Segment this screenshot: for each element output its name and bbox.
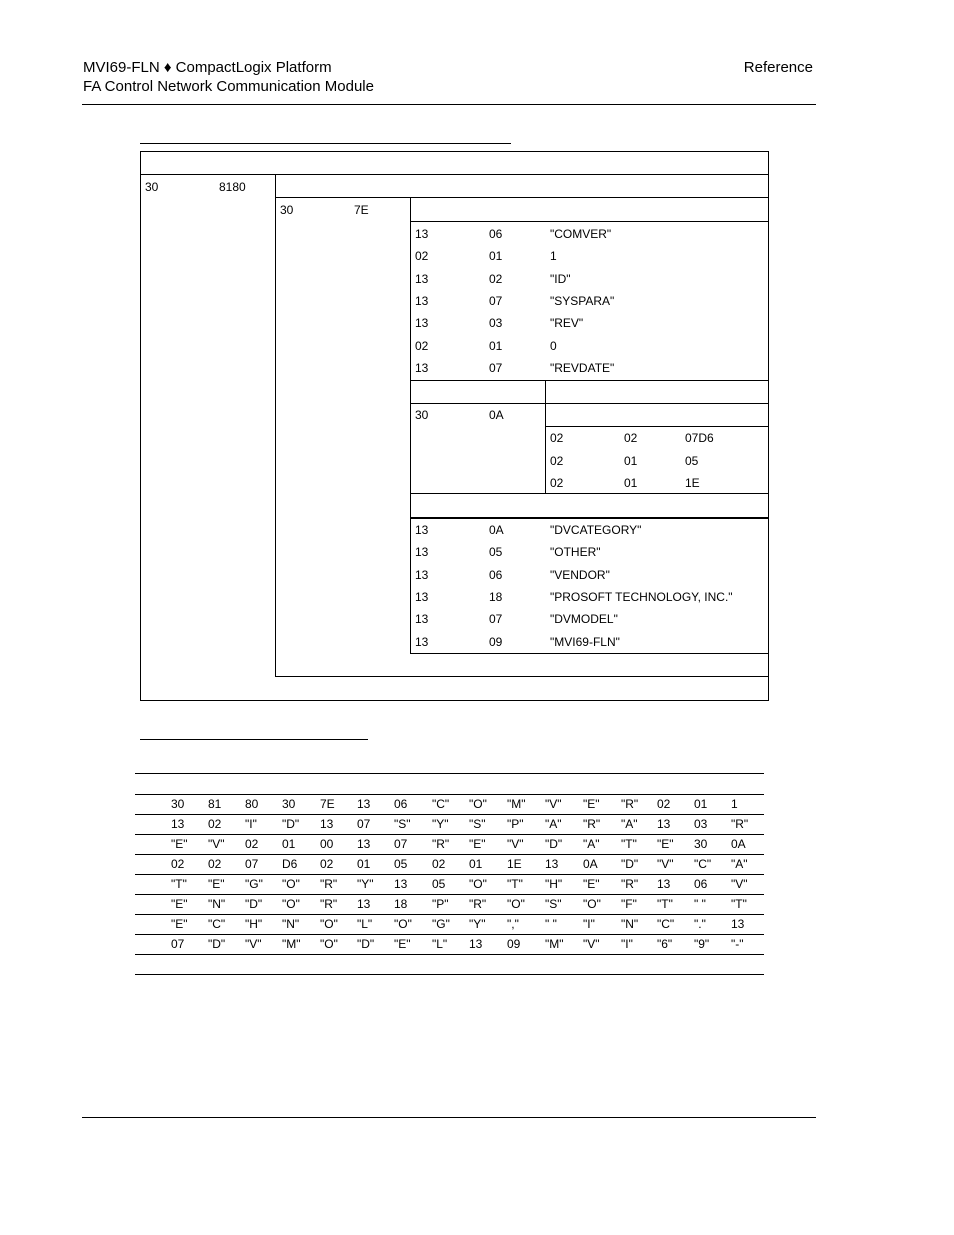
group1-row-col3: 1 [550, 249, 557, 263]
hex-byte: 30 [694, 837, 708, 851]
hex-byte: "D" [282, 817, 300, 831]
hex-byte: "O" [394, 917, 412, 931]
figure-caption-rule [140, 143, 511, 144]
hex-table-rule [135, 954, 764, 955]
hex-byte: "O" [469, 797, 487, 811]
hex-byte: "G" [432, 917, 450, 931]
hex-byte: "T" [657, 897, 673, 911]
hex-byte: 07 [394, 837, 408, 851]
group2-row-col2: 07 [489, 612, 503, 626]
date-item-row-col3: 05 [685, 454, 699, 468]
hex-byte: "A" [583, 837, 600, 851]
group1-row-col2: 06 [489, 227, 503, 241]
hex-byte: "D" [245, 897, 263, 911]
hex-byte: 13 [657, 877, 671, 891]
hex-byte: 1E [507, 857, 522, 871]
date-item-row-col1: 02 [550, 431, 564, 445]
hex-table-bottom-rule [135, 974, 764, 975]
level2-tag: 30 [280, 203, 294, 217]
date-item-row-col1: 02 [550, 476, 564, 490]
group2-row-col1: 13 [415, 635, 429, 649]
header-title-line2: FA Control Network Communication Module [83, 78, 374, 95]
hex-byte: "T" [171, 877, 187, 891]
hex-byte: 01 [282, 837, 296, 851]
hex-byte: "M" [282, 937, 301, 951]
hex-byte: 01 [469, 857, 483, 871]
date-rule-bottom [410, 493, 769, 494]
group1-row-col1: 02 [415, 339, 429, 353]
hex-byte: "M" [507, 797, 526, 811]
hex-byte: 13 [731, 917, 745, 931]
group1-row-col3: "ID" [550, 272, 571, 286]
hex-byte: "C" [657, 917, 675, 931]
hex-byte: "E" [583, 797, 600, 811]
hex-byte: 06 [394, 797, 408, 811]
hex-byte: 13 [357, 897, 371, 911]
hex-byte: 30 [171, 797, 185, 811]
group1-row-col3: 0 [550, 339, 557, 353]
outer-length: 8180 [219, 180, 246, 194]
date-rule-header [410, 403, 769, 404]
hex-byte: "C" [208, 917, 226, 931]
group1-row-col2: 02 [489, 272, 503, 286]
footer-divider [82, 1117, 816, 1118]
hex-byte: "C" [694, 857, 712, 871]
date-seq-length: 0A [489, 408, 504, 422]
hex-byte: "T" [621, 837, 637, 851]
level2-length: 7E [354, 203, 369, 217]
date-rule-top [410, 380, 769, 381]
hex-byte: "Y" [432, 817, 449, 831]
group2-row-col2: 06 [489, 568, 503, 582]
group1-row-col2: 01 [489, 339, 503, 353]
hex-byte: 18 [394, 897, 408, 911]
hex-byte: "D" [208, 937, 226, 951]
hex-byte: "O" [507, 897, 525, 911]
hex-byte: 02 [208, 817, 222, 831]
hex-row-rule [135, 934, 764, 935]
hex-byte: 07 [171, 937, 185, 951]
hex-row-rule [135, 914, 764, 915]
hex-byte: 0A [583, 857, 598, 871]
date-item-row-col2: 02 [624, 431, 638, 445]
hex-byte: "E" [469, 837, 486, 851]
hex-byte: "E" [171, 917, 188, 931]
hex-byte: 01 [694, 797, 708, 811]
hex-byte: "N" [282, 917, 300, 931]
hex-byte: "E" [171, 837, 188, 851]
hex-row-rule [135, 834, 764, 835]
hex-byte: D6 [282, 857, 298, 871]
group2-row-col3: "MVI69-FLN" [550, 635, 620, 649]
hex-byte: "R" [469, 897, 487, 911]
hex-byte: "V" [731, 877, 748, 891]
group2-row-col2: 0A [489, 523, 504, 537]
hex-byte: "I" [621, 937, 633, 951]
hex-byte: "V" [245, 937, 262, 951]
hex-byte: "P" [507, 817, 524, 831]
hex-byte: 02 [320, 857, 334, 871]
hex-byte: "T" [731, 897, 747, 911]
group1-row-col3: "COMVER" [550, 227, 612, 241]
hex-byte: "C" [432, 797, 450, 811]
hex-byte: 09 [507, 937, 521, 951]
hex-byte: 06 [694, 877, 708, 891]
hex-byte: 02 [432, 857, 446, 871]
hex-byte: 13 [320, 817, 334, 831]
date-item-row-col3: 07D6 [685, 431, 714, 445]
hex-row-rule [135, 894, 764, 895]
hex-byte: "P" [432, 897, 449, 911]
group2-row-col1: 13 [415, 545, 429, 559]
hex-byte: "R" [432, 837, 450, 851]
hex-byte: "L" [432, 937, 448, 951]
group2-rule [410, 517, 769, 519]
hex-byte: "D" [357, 937, 375, 951]
group2-row-col3: "DVMODEL" [550, 612, 618, 626]
hex-byte: "I" [583, 917, 595, 931]
date-inner-rule [545, 426, 769, 427]
date-item-row-col2: 01 [624, 476, 638, 490]
hex-byte: "R" [320, 897, 338, 911]
date-divider [545, 380, 546, 493]
hex-byte: "." [694, 917, 706, 931]
hex-byte: 13 [357, 797, 371, 811]
hex-byte: "R" [731, 817, 749, 831]
hex-byte: 02 [171, 857, 185, 871]
hex-byte: 13 [469, 937, 483, 951]
group2-row-col1: 13 [415, 590, 429, 604]
hex-byte: "N" [621, 917, 639, 931]
hex-byte: "O" [320, 937, 338, 951]
group1-row-col2: 03 [489, 316, 503, 330]
hex-byte: "V" [507, 837, 524, 851]
hex-byte: "9" [694, 937, 710, 951]
hex-row-rule [135, 874, 764, 875]
hex-byte: 05 [394, 857, 408, 871]
hex-byte: 13 [394, 877, 408, 891]
hex-byte: 80 [245, 797, 259, 811]
hex-byte: "A" [731, 857, 748, 871]
hex-byte: 13 [545, 857, 559, 871]
hex-byte: " " [694, 897, 706, 911]
hex-row-rule [135, 814, 764, 815]
group1-row-col1: 13 [415, 294, 429, 308]
hex-byte: "Y" [469, 917, 486, 931]
group1-row-col2: 01 [489, 249, 503, 263]
hex-byte: 7E [320, 797, 335, 811]
hex-byte: "D" [545, 837, 563, 851]
hex-byte: "R" [621, 797, 639, 811]
hex-byte: 0A [731, 837, 746, 851]
hex-byte: "R" [621, 877, 639, 891]
hex-byte: "D" [621, 857, 639, 871]
header-title-line1: MVI69-FLN ♦ CompactLogix Platform [83, 59, 332, 76]
group2-row-col1: 13 [415, 523, 429, 537]
hex-byte: "L" [357, 917, 373, 931]
hex-byte: "R" [320, 877, 338, 891]
group1-row-col1: 13 [415, 316, 429, 330]
hex-byte: "M" [545, 937, 564, 951]
group1-row-col2: 07 [489, 294, 503, 308]
group1-row-col1: 13 [415, 227, 429, 241]
hex-byte: "A" [621, 817, 638, 831]
hex-byte: "S" [545, 897, 562, 911]
group2-row-col3: "OTHER" [550, 545, 601, 559]
date-item-row-col2: 01 [624, 454, 638, 468]
group2-row-col2: 09 [489, 635, 503, 649]
hex-byte: "V" [208, 837, 225, 851]
header-section: Reference [743, 59, 813, 76]
group1-row-col1: 02 [415, 249, 429, 263]
hex-byte: "I" [245, 817, 257, 831]
hex-byte: 30 [282, 797, 296, 811]
hex-byte: "S" [394, 817, 411, 831]
hex-byte: "O" [583, 897, 601, 911]
hex-byte: "S" [469, 817, 486, 831]
hex-byte: 81 [208, 797, 222, 811]
hex-byte: "O" [320, 917, 338, 931]
date-item-row-col3: 1E [685, 476, 700, 490]
hex-byte: "O" [282, 897, 300, 911]
hex-byte: "Y" [357, 877, 374, 891]
hex-byte: "O" [469, 877, 487, 891]
group2-row-col2: 05 [489, 545, 503, 559]
hex-byte: " " [545, 917, 557, 931]
hex-byte: "R" [583, 817, 601, 831]
hex-byte: "N" [208, 897, 226, 911]
hex-byte: 01 [357, 857, 371, 871]
hex-byte: "A" [545, 817, 562, 831]
group2-row-col1: 13 [415, 612, 429, 626]
hex-row-rule [135, 854, 764, 855]
hex-caption-rule [140, 739, 368, 740]
hex-byte: 02 [208, 857, 222, 871]
hex-byte: "F" [621, 897, 637, 911]
hex-byte: "E" [171, 897, 188, 911]
group1-row-col3: "REVDATE" [550, 361, 615, 375]
group2-row-col2: 18 [489, 590, 503, 604]
hex-byte: 07 [245, 857, 259, 871]
group1-row-col3: "SYSPARA" [550, 294, 615, 308]
hex-byte: "6" [657, 937, 673, 951]
group2-row-col3: "VENDOR" [550, 568, 610, 582]
hex-byte: "E" [657, 837, 674, 851]
hex-byte: 05 [432, 877, 446, 891]
hex-byte: "H" [245, 917, 263, 931]
group2-row-col3: "PROSOFT TECHNOLOGY, INC." [550, 590, 733, 604]
hex-byte: 13 [657, 817, 671, 831]
hex-byte: 03 [694, 817, 708, 831]
hex-table-header-rule [135, 794, 764, 795]
hex-byte: "V" [545, 797, 562, 811]
hex-byte: "T" [507, 877, 523, 891]
hex-byte: 1 [731, 797, 738, 811]
hex-byte: "G" [245, 877, 263, 891]
group2-row-col1: 13 [415, 568, 429, 582]
hex-byte: 02 [245, 837, 259, 851]
hex-byte: 13 [171, 817, 185, 831]
date-seq-tag: 30 [415, 408, 429, 422]
hex-byte: "E" [208, 877, 225, 891]
hex-byte: "H" [545, 877, 563, 891]
group1-row-col1: 13 [415, 272, 429, 286]
hex-byte: "," [507, 917, 519, 931]
hex-byte: "O" [282, 877, 300, 891]
hex-byte: 02 [657, 797, 671, 811]
outer-tag: 30 [145, 180, 159, 194]
hex-byte: 07 [357, 817, 371, 831]
hex-byte: "V" [583, 937, 600, 951]
date-item-row-col1: 02 [550, 454, 564, 468]
hex-table-top-rule [135, 773, 764, 774]
group2-row-col3: "DVCATEGORY" [550, 523, 642, 537]
hex-byte: 13 [357, 837, 371, 851]
hex-byte: "-" [731, 937, 744, 951]
group1-row-col2: 07 [489, 361, 503, 375]
hex-byte: "E" [583, 877, 600, 891]
header-divider [82, 104, 816, 105]
hex-byte: "V" [657, 857, 674, 871]
group1-row-col3: "REV" [550, 316, 584, 330]
level3-header-rule [410, 221, 769, 222]
hex-byte: 00 [320, 837, 334, 851]
hex-byte: "E" [394, 937, 411, 951]
group1-row-col1: 13 [415, 361, 429, 375]
